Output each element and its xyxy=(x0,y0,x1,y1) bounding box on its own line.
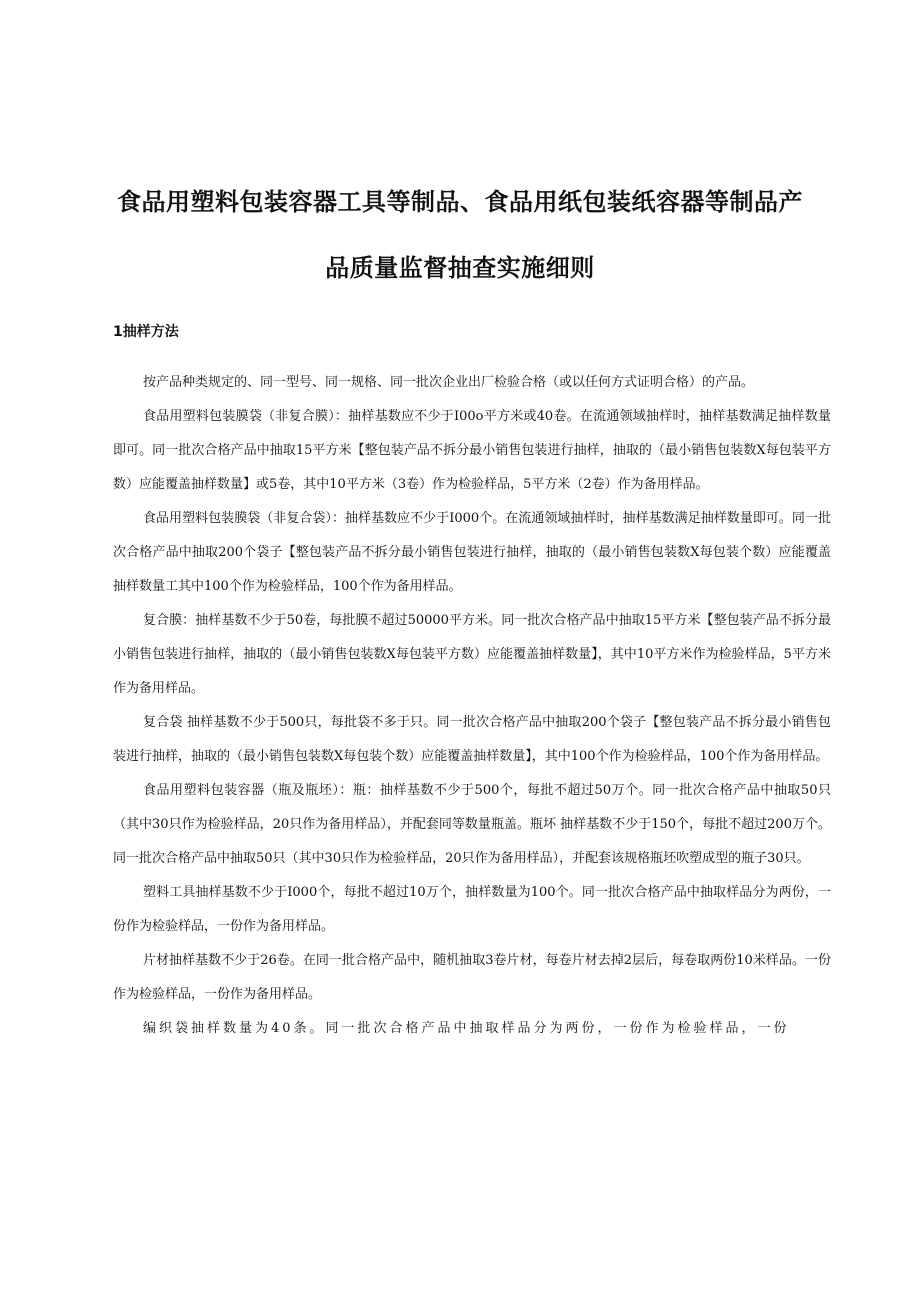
paragraph: 塑料工具抽样基数不少于I000个，每批不超过10万个，抽样数量为100个。同一批次合格产品中抽取样品分为两份，一份作为检验样品，一份作为备用样品。 xyxy=(113,885,831,934)
paragraph: 编织袋抽样数量为40条。同一批次合格产品中抽取样品分为两份，一份作为检验样品，一份 xyxy=(143,1021,790,1036)
document-title-line-1: 食品用塑料包装容器工具等制品、食品用纸包装纸容器等制品产 xyxy=(117,188,803,216)
paragraph: 复合膜：抽样基数不少于50卷，每批膜不超过50000平方米。同一批次合格产品中抽取15平方米【整包装产品不拆分最小销售包装进行抽样，抽取的（最小销售包装数X每包装平方数）应能覆盖抽样数量】，其中10平方米作为检验样品，5平方米作为备用样品。 xyxy=(113,613,831,696)
paragraph: 按产品种类规定的、同一型号、同一规格、同一批次企业出厂检验合格（或以任何方式证明合格）的产品。 xyxy=(143,375,755,390)
section-heading: 1抽样方法 xyxy=(113,324,179,340)
paragraph: 食品用塑料包装膜袋（非复合膜）：抽样基数应不少于I00o平方米或40卷。在流通领域抽样时，抽样基数满足抽样数量即可。同一批次合格产品中抽取15平方米【整包装产品不拆分最小销售包装进行抽样，抽取的（最小销售包装数X每包装平方数）应能覆盖抽样数量】或5卷，其中10平方米（3卷）作为检验样品，5平方米（2卷）作为备用样品。 xyxy=(113,409,831,492)
document-title-line-2: 品质量监督抽查实施细则 xyxy=(325,254,595,282)
document-body xyxy=(113,366,831,1046)
paragraph: 食品用塑料包装膜袋（非复合袋）：抽样基数应不少于I000个。在流通领域抽样时，抽样基数满足抽样数量即可。同一批次合格产品中抽取200个袋子【整包装产品不拆分最小销售包装进行抽样，抽取的（最小销售包装数X每包装个数）应能覆盖抽样数量工其中100个作为检验样品，100个作为备用样品。 xyxy=(113,511,831,594)
paragraph: 片材抽样基数不少于26卷。在同一批合格产品中，随机抽取3卷片材，每卷片材去掉2层后，每卷取两份10米样品。一份作为检验样品，一份作为备用样品。 xyxy=(113,953,831,1002)
paragraph: 食品用塑料包装容器（瓶及瓶坯）：瓶：抽样基数不少于500个，每批不超过50万个。同一批次合格产品中抽取50只（其中30只作为检验样品，20只作为备用样品），并配套同等数量瓶盖。瓶坏 抽样基数不少于150个，每批不超过200万个。同一批次合格产品中抽取50只（其中30只作为检验样品，20只作为备用样品），并配套该规格瓶坯吹塑成型的瓶子30只。 xyxy=(113,783,831,866)
paragraph: 复合袋 抽样基数不少于500只，每批袋不多于只。同一批次合格产品中抽取200个袋子【整包装产品不拆分最小销售包装进行抽样，抽取的（最小销售包装数X每包装个数）应能覆盖抽样数量】，其中100个作为检验样品，100个作为备用样品。 xyxy=(113,715,831,764)
